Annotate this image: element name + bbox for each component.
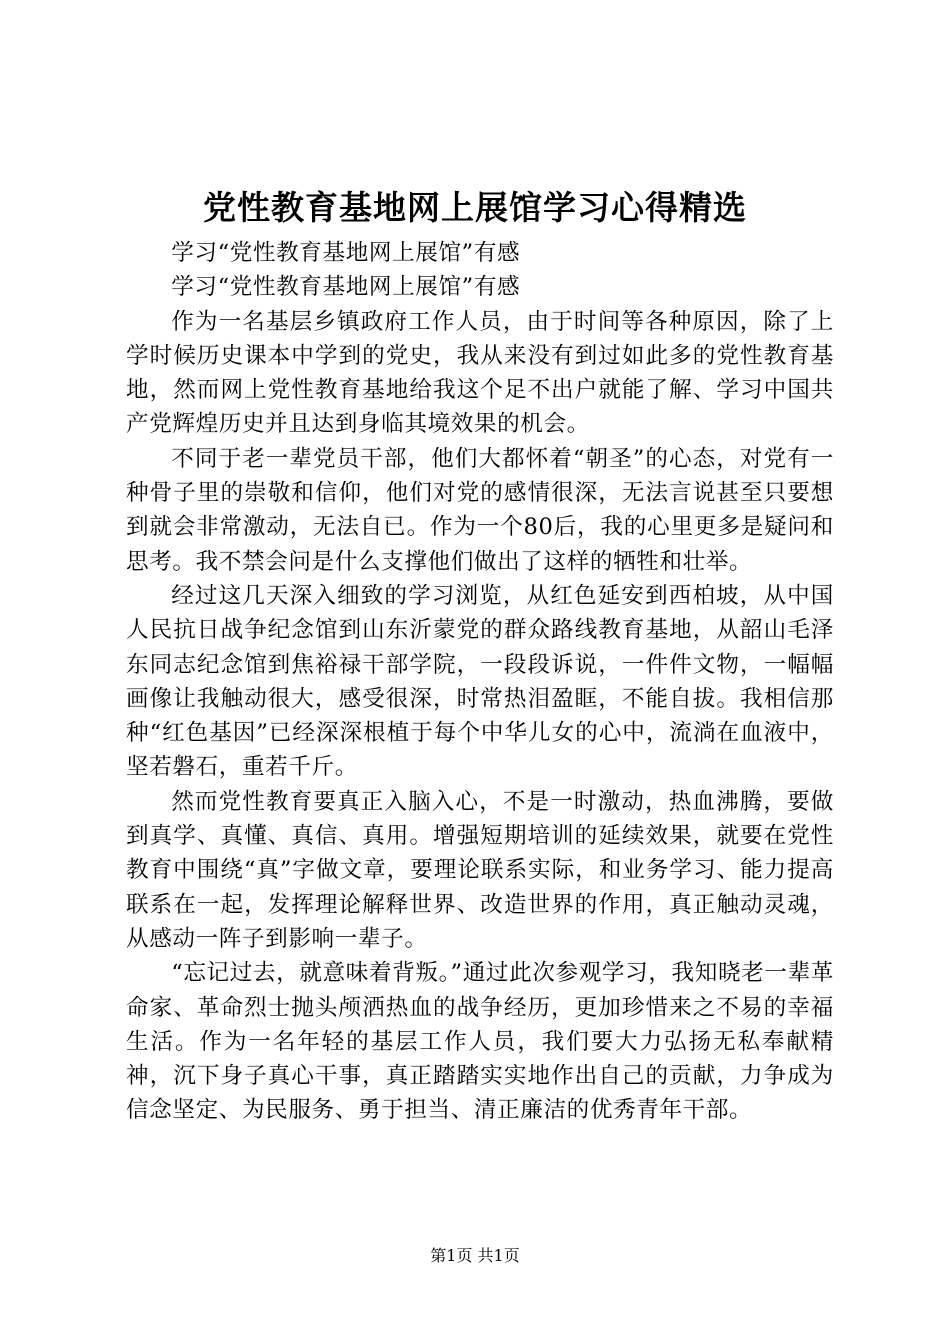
document-title: 党性教育基地网上展馆学习心得精选 <box>203 188 747 227</box>
document-body <box>126 236 834 1128</box>
page-number-footer: 第1页 共1页 <box>430 1246 520 1265</box>
body-paragraph: “忘记过去，就意味着背叛。”通过此次参观学习，我知晓老一辈革命家、革命烈士抛头颅洒热血的战争经历，更加珍惜来之不易的幸福生活。作为一名年轻的基层工作人员，我们要大力弘扬无私奉献精神，沉下身子真心干事，真正踏踏实实地作出自己的贡献，力争成为信念坚定、为民服务、勇于担当、清正廉洁的优秀青年干部。 <box>126 960 834 1124</box>
body-paragraph: 作为一名基层乡镇政府工作人员，由于时间等各种原因，除了上学时候历史课本中学到的党史，我从来没有到过如此多的党性教育基地，然而网上党性教育基地给我这个足不出户就能了解、学习中国共产党辉煌历史并且达到身临其境效果的机会。 <box>126 308 834 438</box>
subtitle-line: 学习“党性教育基地网上展馆”有感 <box>171 274 521 301</box>
body-paragraph: 不同于老一辈党员干部，他们大都怀着“朝圣”的心态，对党有一种骨子里的崇敬和信仰，他们对党的感情很深，无法言说甚至只要想到就会非常激动，无法自已。作为一个80后，我的心里更多是疑问和思考。我不禁会问是什么支撑他们做出了这样的牺牲和壮举。 <box>126 445 834 575</box>
body-paragraph: 然而党性教育要真正入脑入心，不是一时激动，热血沸腾，要做到真学、真懂、真信、真用。增强短期培训的延续效果，就要在党性教育中围绕“真”字做文章，要理论联系实际，和业务学习、能力提高联系在一起，发挥理论解释世界、改造世界的作用，真正触动灵魂，从感动一阵子到影响一辈子。 <box>126 788 834 952</box>
subtitle-line: 学习“党性教育基地网上展馆”有感 <box>171 240 521 266</box>
body-paragraph: 经过这几天深入细致的学习浏览，从红色延安到西柏坡，从中国人民抗日战争纪念馆到山东沂蒙党的群众路线教育基地，从韶山毛泽东同志纪念馆到焦裕禄干部学院，一段段诉说，一件件文物，一幅幅画像让我触动很大，感受很深，时常热泪盈眶，不能自拔。我相信那种“红色基因”已经深深根植于每个中华儿女的心中，流淌在血液中，坚若磐石，重若千斤。 <box>126 582 834 781</box>
